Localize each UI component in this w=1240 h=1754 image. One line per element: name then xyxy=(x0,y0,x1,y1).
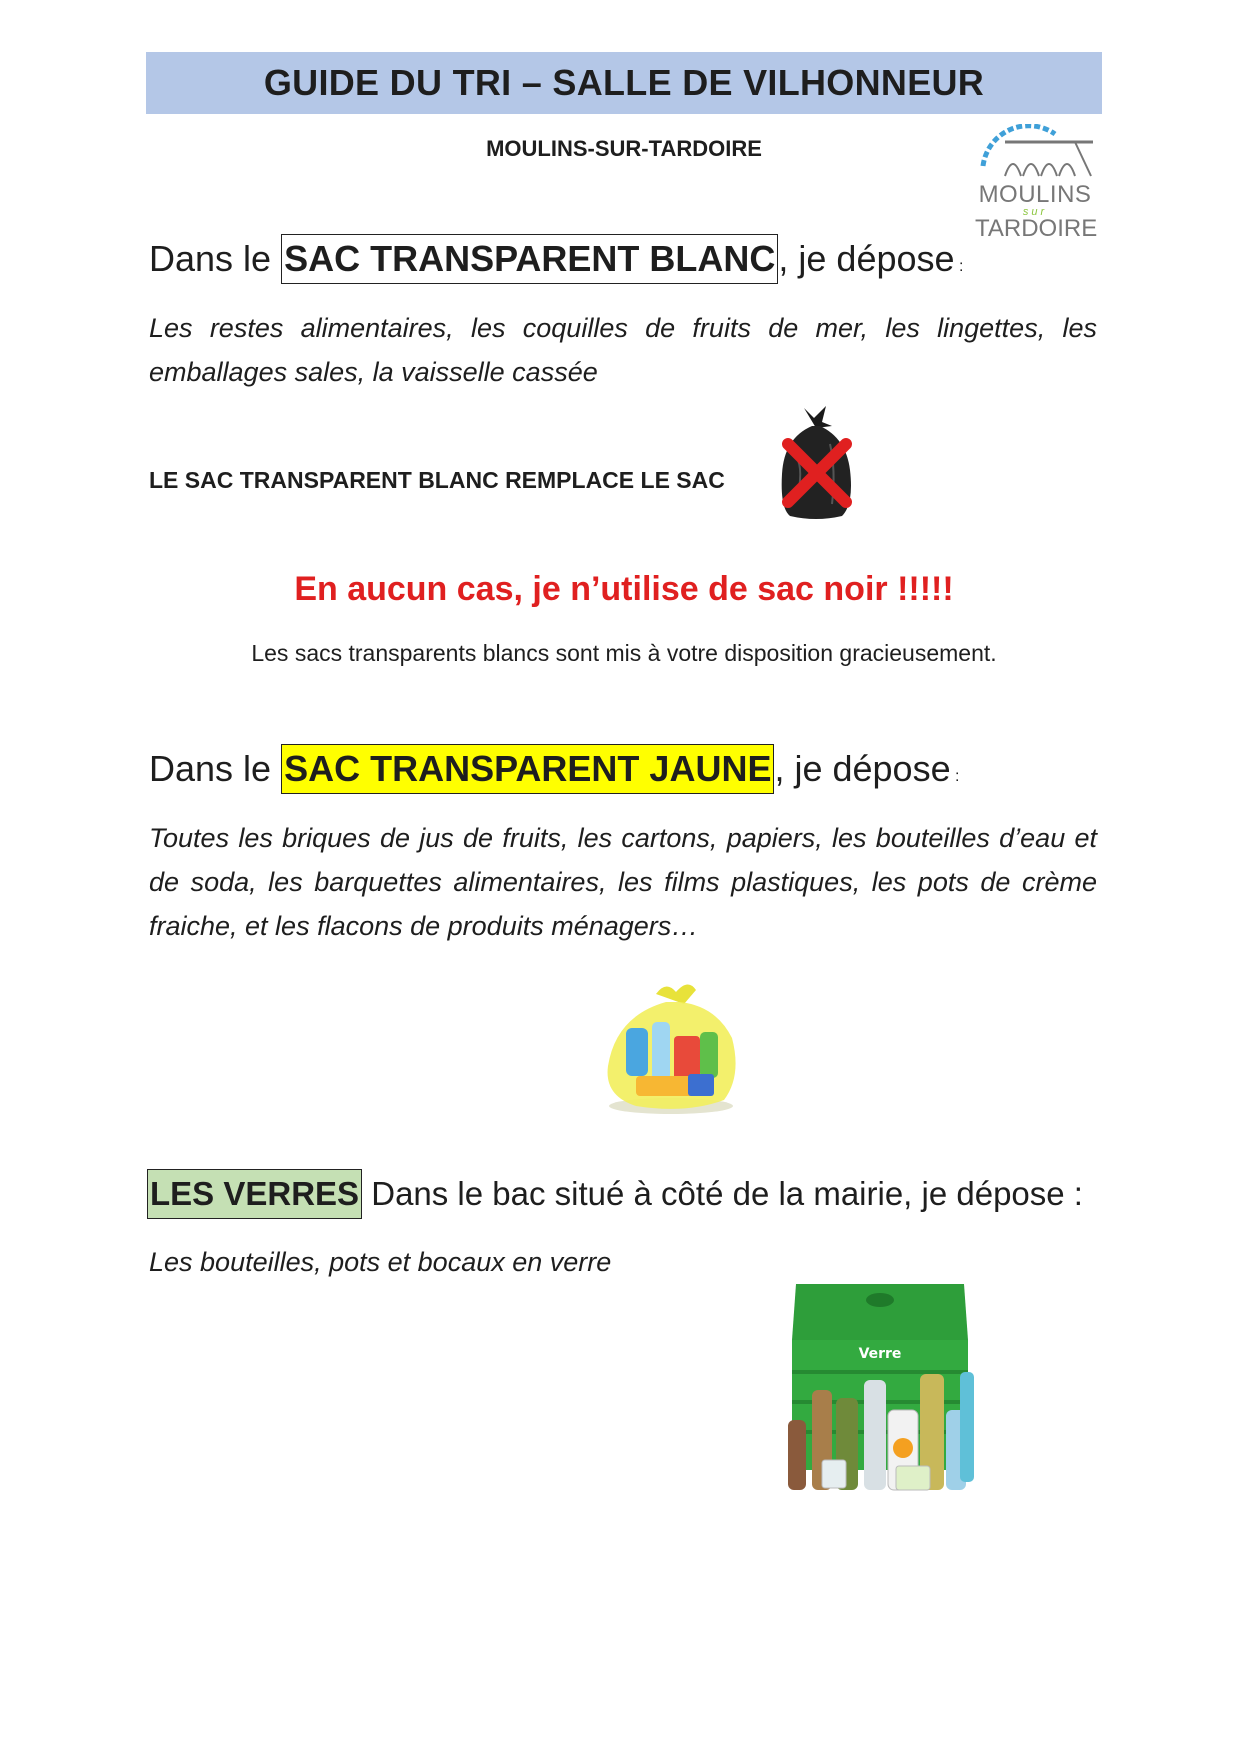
black-bag-image xyxy=(776,404,856,522)
glass-items: Les bouteilles, pots et bocaux en verre xyxy=(149,1247,612,1277)
yellow-bag-image xyxy=(596,976,746,1118)
bin-label: Verre xyxy=(858,1346,902,1362)
glass-bin-icon xyxy=(784,1280,980,1498)
town-logo xyxy=(975,124,1098,242)
white-bag-heading xyxy=(149,234,963,284)
yellow-bag-suffix: , je dépose xyxy=(774,748,951,789)
logo-line1: MOULINS xyxy=(978,181,1092,208)
yellow-bag-prefix: Dans le xyxy=(149,748,282,789)
glass-bin-image xyxy=(784,1280,980,1498)
page-subtitle: MOULINS-SUR-TARDOIRE xyxy=(486,136,762,161)
white-bag-suffix: , je dépose xyxy=(778,238,955,279)
yellow-bag-items: Toutes les briques de jus de fruits, les cartons, papiers, les bouteilles d’eau et de soda, les barquettes alimentaires, les films plastiques, les pots de crème fraiche, et les flacons de produits ménagers… xyxy=(149,823,1097,941)
yellow-bag-icon xyxy=(596,976,746,1118)
white-bag-items: Les restes alimentaires, les coquilles de fruits de mer, les lingettes, les emballages sales, la vaisselle cassée xyxy=(149,313,1097,387)
bridge-logo-icon xyxy=(975,124,1095,184)
white-bag-highlight: SAC TRANSPARENT BLANC xyxy=(281,234,778,284)
black-bag-crossed-icon xyxy=(776,404,856,522)
free-bags-note: Les sacs transparents blancs sont mis à votre disposition gracieusement. xyxy=(251,640,997,666)
yellow-bag-colon: : xyxy=(950,768,960,785)
white-bag-colon: : xyxy=(954,258,964,275)
page-title: GUIDE DU TRI – SALLE DE VILHONNEUR xyxy=(263,62,985,103)
yellow-bag-heading xyxy=(149,744,959,794)
title-bar xyxy=(146,52,1102,114)
replace-note: LE SAC TRANSPARENT BLANC REMPLACE LE SAC xyxy=(149,467,725,493)
glass-highlight: LES VERRES xyxy=(147,1169,362,1219)
black-bag-warning: En aucun cas, je n’utilise de sac noir !!!!! xyxy=(294,570,954,608)
glass-suffix: Dans le bac situé à côté de la mairie, je dépose : xyxy=(362,1175,1083,1212)
logo-line3: TARDOIRE xyxy=(975,215,1098,242)
white-bag-prefix: Dans le xyxy=(149,238,282,279)
yellow-bag-highlight: SAC TRANSPARENT JAUNE xyxy=(281,744,774,794)
logo-line2: sur xyxy=(1022,206,1048,218)
glass-heading xyxy=(147,1169,1083,1219)
